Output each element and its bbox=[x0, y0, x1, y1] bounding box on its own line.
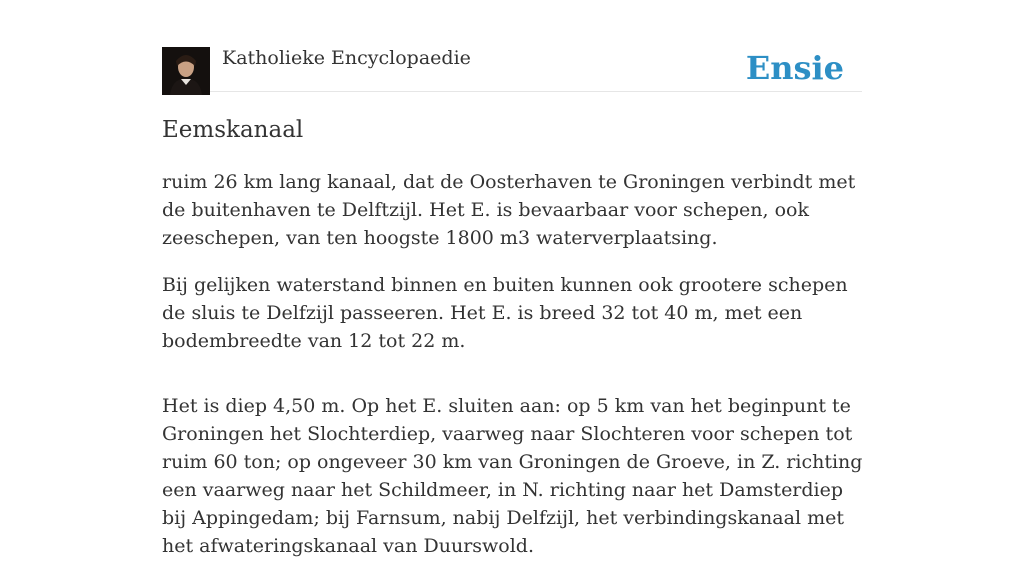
article-paragraph-3: Het is diep 4,50 m. Op het E. sluiten aan: op 5 km van het beginpunt te Groningen het Slochterdiep, vaarweg naar Slochteren voor schepen tot ruim 60 ton; op ongeveer 30 km van Groningen de Groeve, in Z. richting een vaarweg naar het Schildmeer, in N. richting naar het Damsterdiep bij Appingedam; bij Farnsum, nabij Delfzijl, het verbindingskanaal met het afwateringskanaal van Duurswold. bbox=[162, 395, 863, 557]
article-title: Eemskanaal bbox=[162, 117, 304, 143]
article-body bbox=[162, 168, 872, 579]
article-paragraph-1: ruim 26 km lang kanaal, dat de Oosterhaven te Groningen verbindt met de buitenhaven te Delftzijl. Het E. is bevaarbaar voor schepen, ook zeeschepen, van ten hoogste 1800 m3 waterverplaatsing. bbox=[162, 171, 856, 249]
article-paragraph-2: Bij gelijken waterstand binnen en buiten kunnen ook grootere schepen de sluis te Delfzijl passeeren. Het E. is breed 32 tot 40 m, met een bodembreedte van 12 tot 22 m. bbox=[162, 274, 848, 352]
site-header bbox=[162, 40, 862, 92]
portrait-avatar-icon[interactable] bbox=[162, 47, 210, 95]
ensie-logo[interactable]: Ensie bbox=[745, 49, 844, 87]
encyclopedia-source-title[interactable]: Katholieke Encyclopaedie bbox=[222, 47, 471, 69]
